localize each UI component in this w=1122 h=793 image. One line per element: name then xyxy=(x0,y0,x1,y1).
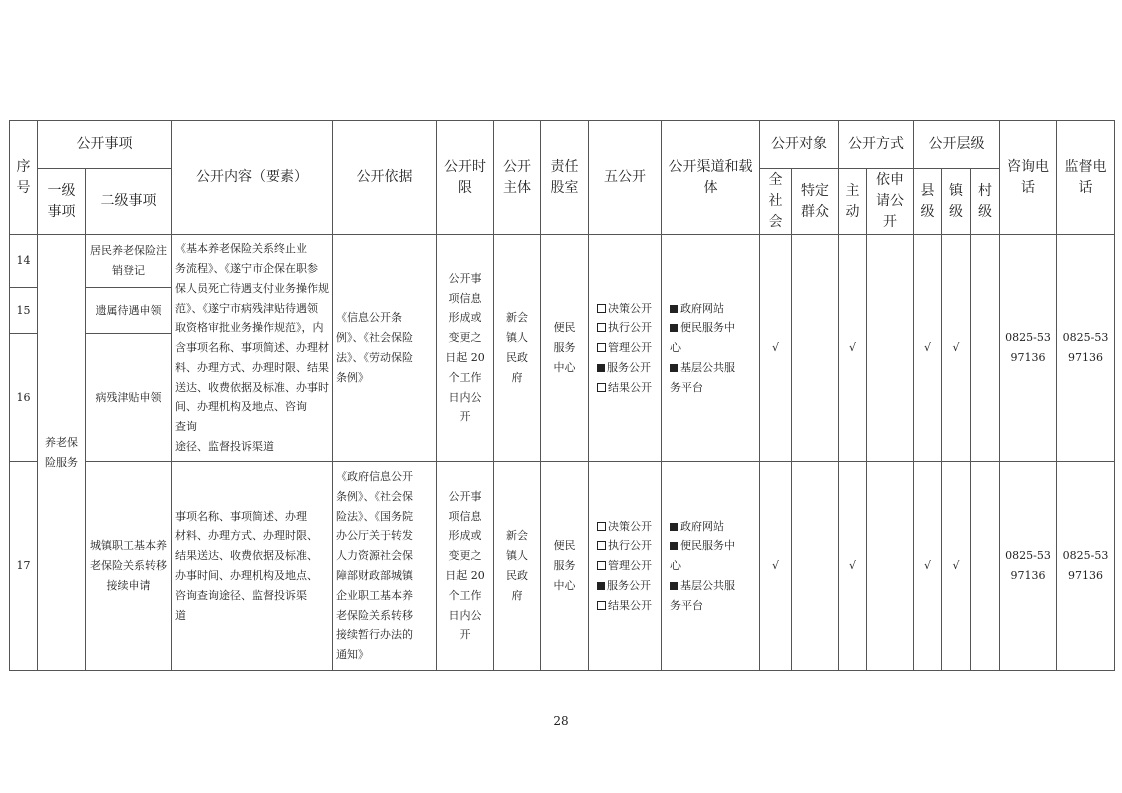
group-a-time-limit: 公开事 项信息 形成或 变更之 日起 20 个工作 日内公 开 xyxy=(437,235,494,462)
group-a-channel: 政府网站 便民服务中 心 基层公共服 务平台 xyxy=(662,235,760,462)
row-item: 城镇职工基本养老保险关系转移接续申请 xyxy=(86,462,172,671)
group-b-time-limit: 公开事 项信息 形成或 变更之 日起 20 个工作 日内公 开 xyxy=(437,462,494,671)
checkbox-empty-icon xyxy=(597,323,606,332)
header-level1: 一级事项 xyxy=(38,169,86,235)
group-a-target-all: √ xyxy=(760,235,792,462)
header-seq: 序号 xyxy=(10,121,38,235)
group-b-level-village xyxy=(971,462,1000,671)
checkbox-filled-icon xyxy=(597,364,605,372)
row-item: 遗属待遇申领 xyxy=(86,288,172,334)
group-b-channel: 政府网站 便民服务中 心 基层公共服 务平台 xyxy=(662,462,760,671)
header-subject: 公开主体 xyxy=(494,121,541,235)
checkbox-empty-icon xyxy=(597,561,606,570)
group-b-level-county: √ xyxy=(914,462,942,671)
header-method-active: 主动 xyxy=(839,169,867,235)
header-level-town: 镇级 xyxy=(942,169,971,235)
row-item: 病残津贴申领 xyxy=(86,334,172,462)
header-level-village: 村级 xyxy=(971,169,1000,235)
group-b-level-town: √ xyxy=(942,462,971,671)
checkbox-empty-icon xyxy=(597,522,606,531)
group-b-basis: 《政府信息公开 条例》、《社会保 险法》、《国务院 办公厅关于转发 人力资源社会保 障部财政部城镇 企业职工基本养 老保险关系转移 接续暂行办法的 通知》 xyxy=(333,462,437,671)
header-level: 公开层级 xyxy=(914,121,1000,169)
header-items: 公开事项 xyxy=(38,121,172,169)
group-b-method-request xyxy=(867,462,914,671)
header-channel: 公开渠道和载体 xyxy=(662,121,760,235)
disclosure-table xyxy=(9,120,1115,671)
group-a-supervise: 0825-53 97136 xyxy=(1057,235,1115,462)
header-target-group: 特定群众 xyxy=(792,169,839,235)
header-target: 公开对象 xyxy=(760,121,839,169)
header-level-county: 县级 xyxy=(914,169,942,235)
row-seq: 16 xyxy=(10,334,38,462)
header-time-limit: 公开时限 xyxy=(437,121,494,235)
group-b-content: 事项名称、事项简述、办理 材料、办理方式、办理时限、 结果送达、收费依据及标准、 办事时间、办理机构及地点、 咨询查询途径、监督投诉渠 道 xyxy=(172,462,333,671)
group-a-basis: 《信息公开条 例》、《社会保险 法》、《劳动保险 条例》 xyxy=(333,235,437,462)
checkbox-filled-icon xyxy=(597,582,605,590)
row-seq: 14 xyxy=(10,235,38,288)
category-cell: 养老保险服务 xyxy=(38,235,86,671)
group-a-dept: 便民 服务 中心 xyxy=(541,235,589,462)
group-b-five: 决策公开 执行公开 管理公开 服务公开 结果公开 xyxy=(589,462,662,671)
group-a-target-group xyxy=(792,235,839,462)
table-row xyxy=(10,235,1115,288)
group-a-consult: 0825-53 97136 xyxy=(1000,235,1057,462)
header-dept: 责任股室 xyxy=(541,121,589,235)
checkbox-filled-icon xyxy=(670,542,678,550)
header-method: 公开方式 xyxy=(839,121,914,169)
header-content: 公开内容（要素） xyxy=(172,121,333,235)
group-b-subject: 新会 镇人 民政 府 xyxy=(494,462,541,671)
page-number: 28 xyxy=(553,714,569,728)
checkbox-empty-icon xyxy=(597,383,606,392)
group-a-level-county: √ xyxy=(914,235,942,462)
group-a-five: 决策公开 执行公开 管理公开 服务公开 结果公开 xyxy=(589,235,662,462)
group-b-target-all: √ xyxy=(760,462,792,671)
checkbox-empty-icon xyxy=(597,304,606,313)
group-a-subject: 新会 镇人 民政 府 xyxy=(494,235,541,462)
row-seq: 15 xyxy=(10,288,38,334)
checkbox-filled-icon xyxy=(670,582,678,590)
group-b-consult: 0825-53 97136 xyxy=(1000,462,1057,671)
row-seq: 17 xyxy=(10,462,38,671)
header-consult: 咨询电话 xyxy=(1000,121,1057,235)
checkbox-empty-icon xyxy=(597,601,606,610)
group-a-level-town: √ xyxy=(942,235,971,462)
checkbox-filled-icon xyxy=(670,324,678,332)
checkbox-empty-icon xyxy=(597,541,606,550)
header-five: 五公开 xyxy=(589,121,662,235)
group-b-target-group xyxy=(792,462,839,671)
group-b-supervise: 0825-53 97136 xyxy=(1057,462,1115,671)
group-a-method-active: √ xyxy=(839,235,867,462)
table-row xyxy=(10,462,1115,671)
header-target-all: 全社会 xyxy=(760,169,792,235)
group-b-dept: 便民 服务 中心 xyxy=(541,462,589,671)
group-a-method-request xyxy=(867,235,914,462)
checkbox-filled-icon xyxy=(670,523,678,531)
group-a-level-village xyxy=(971,235,1000,462)
checkbox-filled-icon xyxy=(670,364,678,372)
header-level2: 二级事项 xyxy=(86,169,172,235)
header-supervise: 监督电话 xyxy=(1057,121,1115,235)
checkbox-filled-icon xyxy=(670,305,678,313)
group-b-method-active: √ xyxy=(839,462,867,671)
row-item: 居民养老保险注销登记 xyxy=(86,235,172,288)
checkbox-empty-icon xyxy=(597,343,606,352)
header-basis: 公开依据 xyxy=(333,121,437,235)
group-a-content: 《基本养老保险关系终止业 务流程》、《遂宁市企保在职参 保人员死亡待遇支付业务操作规 范》、《遂宁市病残津贴待遇领 取资格审批业务操作规范》，内 含事项名称、事项简述、办理材 料、办理方式、办理时限、结果 送达、收费依据及标准、办事时 间、办理机构及地点、咨询 查询 途径、监督投诉渠道 xyxy=(172,235,333,462)
header-method-request: 依申请公开 xyxy=(867,169,914,235)
